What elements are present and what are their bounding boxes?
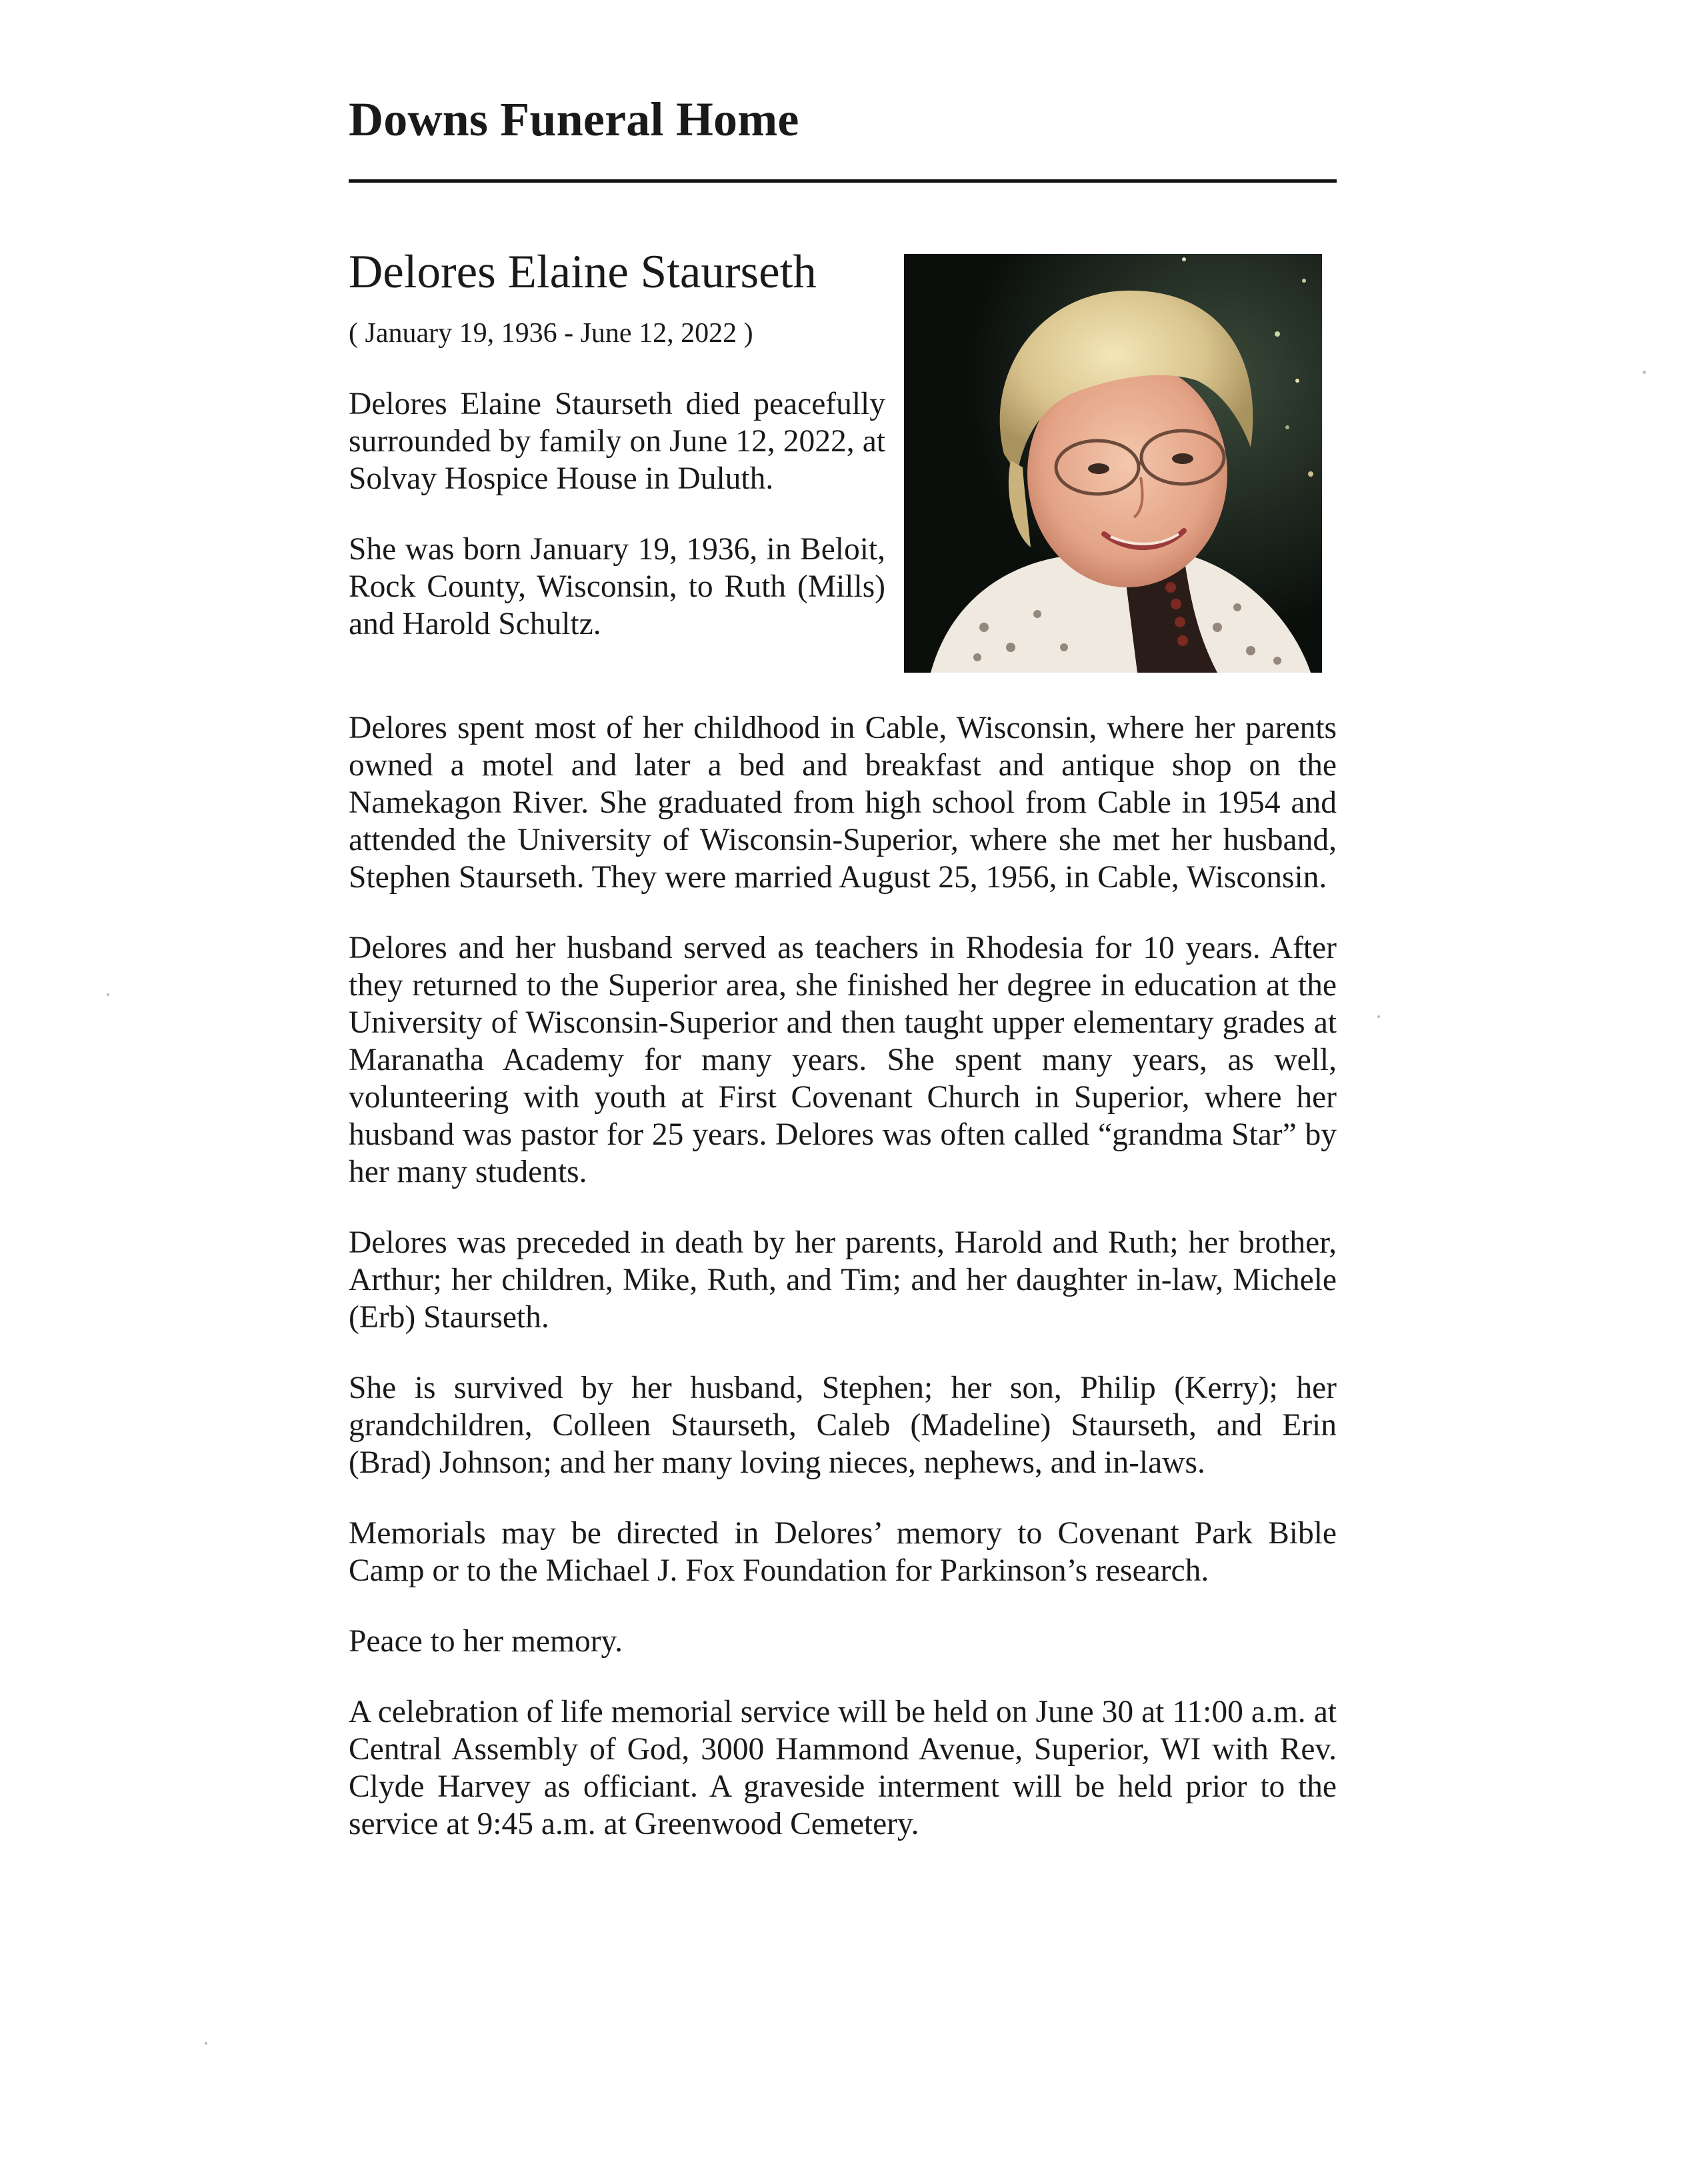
portrait-image (904, 254, 1322, 673)
document-page (349, 93, 1337, 1876)
paragraph-preceded: Delores was preceded in death by her parents, Harold and Ruth; her brother, Arthur; her children, Mike, Ruth, and Tim; and her daughter in-law, Michele (Erb) Staurseth. (349, 1225, 1337, 1335)
scan-speck (205, 2042, 207, 2045)
scan-speck (1643, 371, 1646, 374)
paragraph-memorials: Memorials may be directed in Delores’ memory to Covenant Park Bible Camp or to the Michael J. Fox Foundation for Parkinson’s research. (349, 1516, 1337, 1589)
life-dates: ( January 19, 1936 - June 12, 2022 ) (349, 318, 753, 349)
paragraph-survived: She is survived by her husband, Stephen; her son, Philip (Kerry); her grandchildren, Colleen Staurseth, Caleb (Madeline) Staurseth, and Erin (Brad) Johnson; and her many loving nieces, nephews, and in-laws. (349, 1371, 1337, 1481)
scan-speck (107, 993, 109, 996)
intro-paragraph-death: Delores Elaine Staurseth died peacefully surrounded by family on June 12, 2022, at Solvay Hospice House in Duluth. (349, 386, 885, 496)
funeral-home-title: Downs Funeral Home (349, 93, 799, 146)
obituary-body (349, 709, 1337, 1843)
deceased-name: Delores Elaine Staurseth (349, 246, 817, 299)
paragraph-career: Delores and her husband served as teachers in Rhodesia for 10 years. After they returned to the Superior area, she finished her degree in education at the University of Wisconsin-Superior and then taught upper elementary grades at Maranatha Academy for many years. She spent many years, as well, volunteering with youth at First Covenant Church in Superior, where her husband was pastor for 25 years. Delores was often called “grandma Star” by her many students. (349, 931, 1337, 1190)
intro-section (349, 246, 1337, 709)
portrait-photo (904, 254, 1322, 673)
header-divider (349, 179, 1337, 183)
scan-speck (1377, 1015, 1380, 1018)
intro-column (349, 246, 885, 642)
paragraph-service: A celebration of life memorial service will be held on June 30 at 11:00 a.m. at Central Assembly of God, 3000 Hammond Avenue, Superior, WI with Rev. Clyde Harvey as officiant. A graveside interment will be held prior to the service at 9:45 a.m. at Greenwood Cemetery. (349, 1695, 1337, 1842)
intro-paragraph-birth: She was born January 19, 1936, in Beloit, Rock County, Wisconsin, to Ruth (Mills) and Harold Schultz. (349, 531, 885, 641)
paragraph-peace: Peace to her memory. (349, 1624, 623, 1659)
paragraph-childhood: Delores spent most of her childhood in Cable, Wisconsin, where her parents owned a motel and later a bed and breakfast and antique shop on the Namekagon River. She graduated from high school from Cable in 1954 and attended the University of Wisconsin-Superior, where she met her husband, Stephen Staurseth. They were married August 25, 1956, in Cable, Wisconsin. (349, 711, 1337, 895)
